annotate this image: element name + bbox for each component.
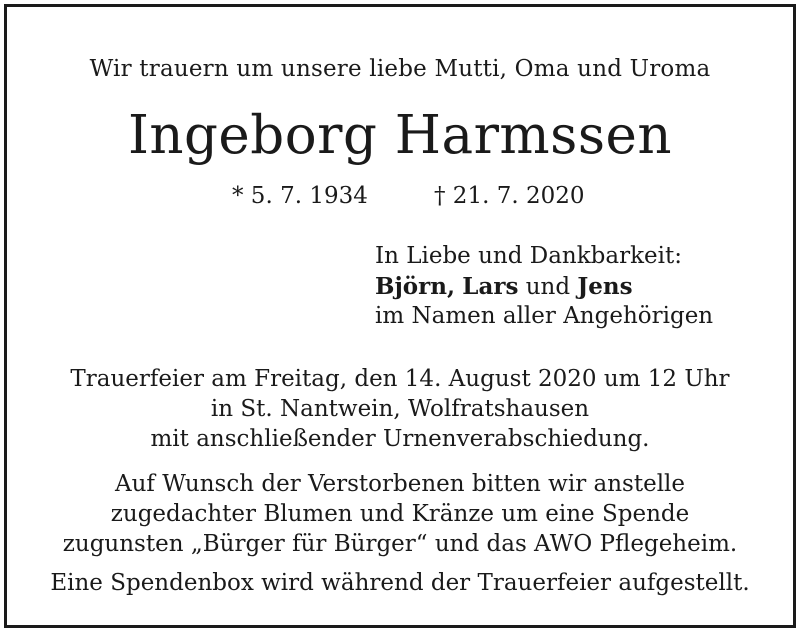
signature-name-bjoern: Björn, bbox=[375, 273, 455, 300]
obituary-notice bbox=[4, 4, 796, 628]
donation-line: zugedachter Blumen und Kränze um eine Spende bbox=[110, 501, 690, 527]
signature-family: im Namen aller Angehörigen bbox=[375, 303, 714, 329]
donation-line: Auf Wunsch der Verstorbenen bitten wir anstelle bbox=[114, 471, 686, 497]
birth-date: * 5. 7. 1934 bbox=[232, 183, 368, 209]
signature-name-jens: Jens bbox=[577, 273, 633, 300]
donation-box-line: Eine Spendenbox wird während der Trauerfeier aufgestellt. bbox=[50, 570, 750, 596]
funeral-line: in St. Nantwein, Wolfratshausen bbox=[210, 396, 590, 422]
intro-text: Wir trauern um unsere liebe Mutti, Oma und Uroma bbox=[89, 56, 711, 82]
signature-conjunction: und bbox=[525, 274, 571, 300]
funeral-line: mit anschließender Urnenverabschiedung. bbox=[150, 426, 650, 452]
deceased-name: Ingeborg Harmssen bbox=[127, 105, 673, 166]
donation-line: zugunsten „Bürger für Bürger“ und das AWO Pflegeheim. bbox=[62, 531, 738, 557]
signature-names bbox=[375, 273, 633, 300]
signature-name-lars: Lars bbox=[462, 273, 519, 300]
death-date: † 21. 7. 2020 bbox=[434, 183, 585, 209]
funeral-line: Trauerfeier am Freitag, den 14. August 2020 um 12 Uhr bbox=[70, 366, 730, 392]
signature-intro: In Liebe und Dankbarkeit: bbox=[375, 243, 682, 269]
